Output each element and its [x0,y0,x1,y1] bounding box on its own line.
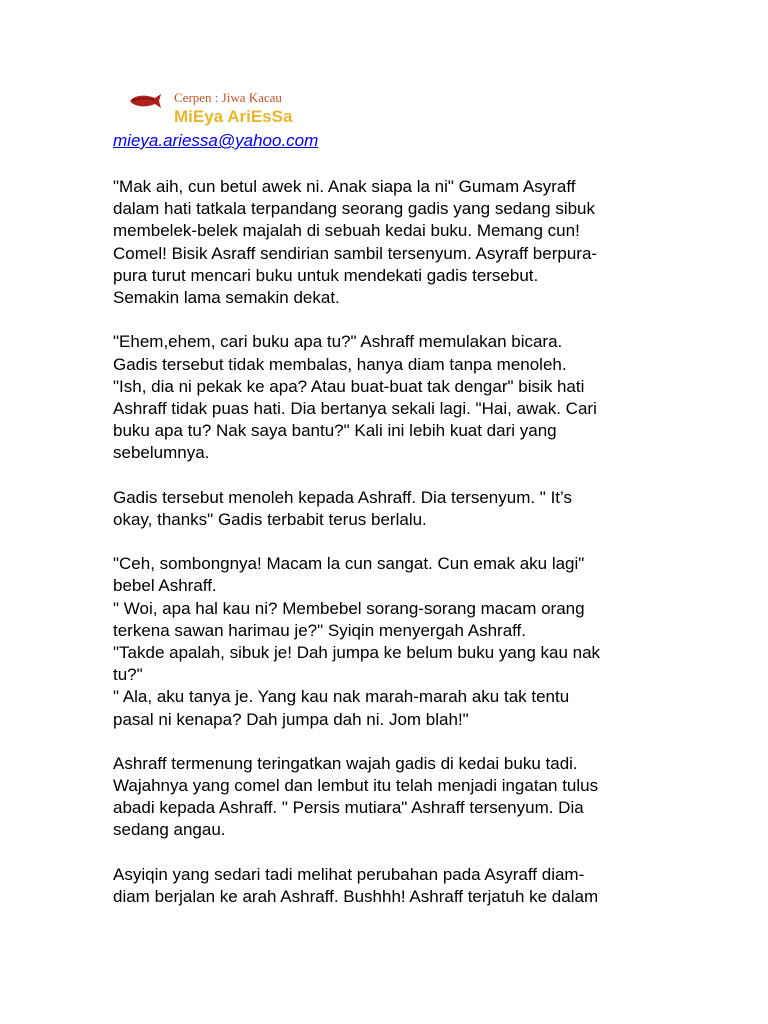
story-line: " Woi, apa hal kau ni? Membebel sorang-sorang macam orang [113,598,585,618]
story-line: tu?" [113,665,143,685]
story-line: Ashraff tidak puas hati. Dia bertanya sekali lagi. "Hai, awak. Cari [113,398,597,418]
author-name: MiEya AriEsSa [174,107,293,126]
story-line: buku apa tu? Nak saya bantu?" Kali ini lebih kuat dari yang [113,421,557,441]
fish-icon [128,93,162,109]
story-line: dalam hati tatkala terpandang seorang gadis yang sedang sibuk [113,199,596,219]
story-line: "Ceh, sombongnya! Macam la cun sangat. Cun emak aku lagi" [113,554,585,574]
story-line: "Takde apalah, sibuk je! Dah jumpa ke belum buku yang kau nak [113,642,601,662]
story-line: "Mak aih, cun betul awek ni. Anak siapa la ni" Gumam Asyraff [113,177,576,196]
story-line: Comel! Bisik Asraff sendirian sambil tersenyum. Asyraff berpura- [113,243,598,263]
story-line: membelek-belek majalah di sebuah kedai buku. Memang cun! [113,221,580,241]
story-line: diam berjalan ke arah Ashraff. Bushhh! Ashraff terjatuh ke dalam [113,887,599,906]
story-line: terkena sawan harimau je?" Syiqin menyergah Ashraff. [113,620,527,640]
story-line: okay, thanks" Gadis terbabit terus berlalu. [113,509,427,529]
story-line: sedang angau. [113,820,226,840]
paragraph-gap [113,531,658,553]
story-line: bebel Ashraff. [113,576,217,596]
story-line: Gadis tersebut tidak membalas, hanya diam tanpa menoleh. [113,354,567,374]
document-header [128,90,528,130]
story-line: Wajahnya yang comel dan lembut itu telah menjadi ingatan tulus [113,776,599,796]
story-line: Ashraff termenung teringatkan wajah gadis di kedai buku tadi. [113,753,578,773]
story-line: Gadis tersebut menoleh kepada Ashraff. Dia tersenyum. " It’s [113,487,572,507]
story-line: " Ala, aku tanya je. Yang kau nak marah-marah aku tak tentu [113,687,570,707]
story-line: Semakin lama semakin dekat. [113,287,340,307]
paragraph-gap [113,309,658,331]
story-line: Asyiqin yang sedari tadi melihat perubahan pada Asyraff diam- [113,864,585,884]
author-email-link[interactable]: mieya.ariessa@yahoo.com [113,131,319,150]
story-line: "Ehem,ehem, cari buku apa tu?" Ashraff memulakan bicara. [113,332,563,352]
story-line: abadi kepada Ashraff. " Persis mutiara" Ashraff tersenyum. Dia [113,798,584,818]
paragraph-gap [113,731,658,753]
story-line: pasal ni kenapa? Dah jumpa dah ni. Jom blah!" [113,709,469,729]
story-line: pura turut mencari buku untuk mendekati gadis tersebut. [113,265,539,285]
paragraph-gap [113,842,658,864]
story-line: sebelumnya. [113,443,210,463]
story-subtitle: Cerpen : Jiwa Kacau [174,90,282,105]
story-line: "Ish, dia ni pekak ke apa? Atau buat-buat tak dengar" bisik hati [113,376,585,396]
paragraph-gap [113,464,658,486]
story-body [113,176,658,908]
